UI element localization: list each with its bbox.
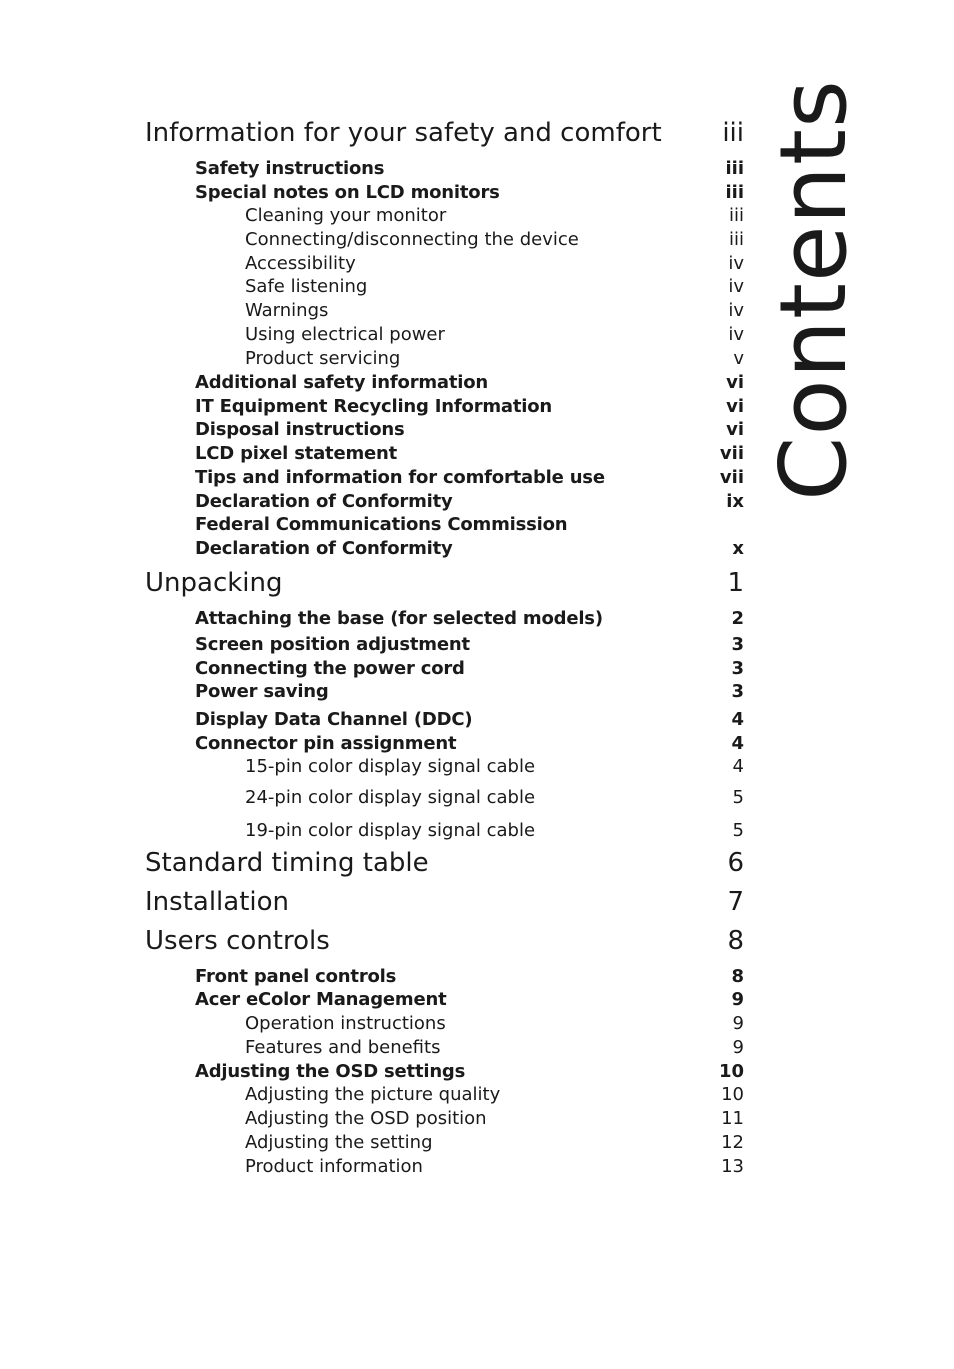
toc-entry-adjusting-the-setting[interactable] <box>0 1132 744 1154</box>
toc-entry-title: Cleaning your monitor <box>245 205 447 226</box>
toc-entry-page: 3 <box>731 681 744 702</box>
toc-entry-title: Front panel controls <box>195 966 397 987</box>
toc-entry-warnings[interactable] <box>0 300 744 322</box>
toc-entry-page: x <box>732 538 744 559</box>
toc-entry-title: Product information <box>245 1156 423 1177</box>
toc-entry-page: 13 <box>721 1156 744 1177</box>
toc-entry-page: 5 <box>732 787 744 808</box>
toc-entry-page: 9 <box>731 989 744 1010</box>
toc-entry-safe-listening[interactable] <box>0 276 744 298</box>
toc-entry-lcd-pixel-statement[interactable] <box>0 443 744 465</box>
toc-entry-connecting-disconnecting-the-device[interactable] <box>0 229 744 251</box>
toc-entry-title: Connecting/disconnecting the device <box>245 229 579 250</box>
toc-entry-page: 2 <box>731 608 744 629</box>
toc-entry-tips-and-information-for-comfortable-use[interactable] <box>0 467 744 489</box>
toc-entry-adjusting-the-picture-quality[interactable] <box>0 1084 744 1106</box>
toc-entry-title: Information for your safety and comfort <box>145 118 662 148</box>
toc-entry-accessibility[interactable] <box>0 253 744 275</box>
toc-entry-title: Tips and information for comfortable use <box>195 467 605 488</box>
toc-entry-connector-pin-assignment[interactable] <box>0 733 744 755</box>
toc-entry-additional-safety-information[interactable] <box>0 372 744 394</box>
toc-entry-special-notes-on-lcd-monitors[interactable] <box>0 182 744 204</box>
toc-entry-title: Product servicing <box>245 348 401 369</box>
toc-entry-title: Safe listening <box>245 276 368 297</box>
toc-entry-15-pin-color-display-signal-cable[interactable] <box>0 756 744 778</box>
toc-entry-federal-communications-commission[interactable] <box>0 514 744 536</box>
toc-entry-information-for-your-safety-and-comfort[interactable] <box>0 117 744 149</box>
toc-entry-installation[interactable] <box>0 886 744 918</box>
toc-entry-title: Unpacking <box>145 568 283 598</box>
toc-entry-title: Standard timing table <box>145 848 429 878</box>
toc-entry-page: 5 <box>732 820 744 841</box>
toc-entry-24-pin-color-display-signal-cable[interactable] <box>0 787 744 809</box>
toc-entry-title: Acer eColor Management <box>195 989 447 1010</box>
toc-entry-title: Adjusting the setting <box>245 1132 433 1153</box>
toc-entry-page: 11 <box>721 1108 744 1129</box>
toc-entry-page: 7 <box>727 887 744 917</box>
toc-entry-page: v <box>733 348 744 369</box>
toc-entry-title: Attaching the base (for selected models) <box>195 608 603 629</box>
toc-entry-title: Screen position adjustment <box>195 634 470 655</box>
toc-entry-title: IT Equipment Recycling Information <box>195 396 553 417</box>
toc-entry-page: 12 <box>721 1132 744 1153</box>
toc-entry-page: vi <box>726 396 744 417</box>
toc-entry-page: iii <box>728 229 744 250</box>
toc-entry-page: iii <box>725 158 744 179</box>
toc-entry-acer-ecolor-management[interactable] <box>0 989 744 1011</box>
toc-entry-declaration-of-conformity[interactable] <box>0 538 744 560</box>
toc-entry-page: iii <box>725 182 744 203</box>
toc-entry-safety-instructions[interactable] <box>0 158 744 180</box>
toc-entry-page: vi <box>726 372 744 393</box>
toc-entry-adjusting-the-osd-position[interactable] <box>0 1108 744 1130</box>
toc-entry-standard-timing-table[interactable] <box>0 847 744 879</box>
toc-entry-page: 9 <box>732 1037 744 1058</box>
toc-entry-page: iv <box>728 276 744 297</box>
toc-entry-title: Installation <box>145 887 290 917</box>
toc-entry-page: 4 <box>732 756 744 777</box>
toc-entry-title: Declaration of Conformity <box>195 538 453 559</box>
toc-entry-title: Federal Communications Commission <box>195 514 568 535</box>
toc-entry-title: Connecting the power cord <box>195 658 465 679</box>
toc-entry-page: iii <box>722 118 744 148</box>
toc-entry-page: vi <box>726 419 744 440</box>
toc-entry-title: Special notes on LCD monitors <box>195 182 500 203</box>
toc-entry-page: 9 <box>732 1013 744 1034</box>
toc-entry-title: Additional safety information <box>195 372 489 393</box>
toc-entry-title: Safety instructions <box>195 158 385 179</box>
contents-side-title <box>760 79 867 501</box>
toc-entry-page: iv <box>728 300 744 321</box>
toc-entry-product-information[interactable] <box>0 1156 744 1178</box>
toc-entry-title: Display Data Channel (DDC) <box>195 709 473 730</box>
toc-entry-product-servicing[interactable] <box>0 348 744 370</box>
toc-entry-title: Adjusting the OSD position <box>245 1108 487 1129</box>
toc-entry-title: Declaration of Conformity <box>195 491 453 512</box>
toc-entry-using-electrical-power[interactable] <box>0 324 744 346</box>
toc-entry-title: LCD pixel statement <box>195 443 398 464</box>
toc-entry-title: Disposal instructions <box>195 419 405 440</box>
toc-entry-declaration-of-conformity[interactable] <box>0 491 744 513</box>
toc-entry-page: 1 <box>727 568 744 598</box>
toc-entry-page: iv <box>728 253 744 274</box>
toc-entry-title: 19-pin color display signal cable <box>245 820 536 841</box>
toc-entry-page: ix <box>726 491 744 512</box>
toc-entry-title: Warnings <box>245 300 329 321</box>
toc-entry-screen-position-adjustment[interactable] <box>0 634 744 656</box>
toc-entry-page: iv <box>728 324 744 345</box>
toc-entry-users-controls[interactable] <box>0 925 744 957</box>
toc-entry-19-pin-color-display-signal-cable[interactable] <box>0 820 744 842</box>
toc-entry-page: vii <box>719 467 744 488</box>
toc-entry-title: Adjusting the OSD settings <box>195 1061 466 1082</box>
toc-entry-title: Users controls <box>145 926 330 956</box>
toc-entry-page: 3 <box>731 658 744 679</box>
toc-entry-title: 15-pin color display signal cable <box>245 756 536 777</box>
toc-entry-page: 8 <box>727 926 744 956</box>
toc-entry-title: Accessibility <box>245 253 356 274</box>
toc-entry-page: 6 <box>727 848 744 878</box>
toc-entry-title: Power saving <box>195 681 329 702</box>
contents-title-text: Contents <box>760 79 867 501</box>
toc-entry-display-data-channel-ddc[interactable] <box>0 709 744 731</box>
toc-entry-page: 3 <box>731 634 744 655</box>
toc-entry-page: 8 <box>731 966 744 987</box>
toc-entry-operation-instructions[interactable] <box>0 1013 744 1035</box>
toc-entry-connecting-the-power-cord[interactable] <box>0 658 744 680</box>
toc-entry-page: 10 <box>718 1061 744 1082</box>
toc-entry-page: vii <box>719 443 744 464</box>
toc-entry-title: Connector pin assignment <box>195 733 457 754</box>
toc-entry-attaching-the-base-for-selected-models[interactable] <box>0 608 744 630</box>
toc-entry-page: iii <box>728 205 744 226</box>
toc-entry-page: 4 <box>731 709 744 730</box>
toc-entry-title: Adjusting the picture quality <box>245 1084 501 1105</box>
toc-entry-title: Using electrical power <box>245 324 445 345</box>
toc-entry-front-panel-controls[interactable] <box>0 966 744 988</box>
toc-entry-cleaning-your-monitor[interactable] <box>0 205 744 227</box>
toc-entry-title: Features and benefits <box>245 1037 441 1058</box>
toc-entry-power-saving[interactable] <box>0 681 744 703</box>
toc-entry-disposal-instructions[interactable] <box>0 419 744 441</box>
toc-entry-page: 4 <box>731 733 744 754</box>
toc-entry-adjusting-the-osd-settings[interactable] <box>0 1061 744 1083</box>
toc-entry-title: 24-pin color display signal cable <box>245 787 536 808</box>
toc-entry-title: Operation instructions <box>245 1013 446 1034</box>
toc-entry-unpacking[interactable] <box>0 567 744 599</box>
toc-entry-it-equipment-recycling-information[interactable] <box>0 396 744 418</box>
toc-entry-page: 10 <box>721 1084 744 1105</box>
toc-entry-features-and-benefits[interactable] <box>0 1037 744 1059</box>
